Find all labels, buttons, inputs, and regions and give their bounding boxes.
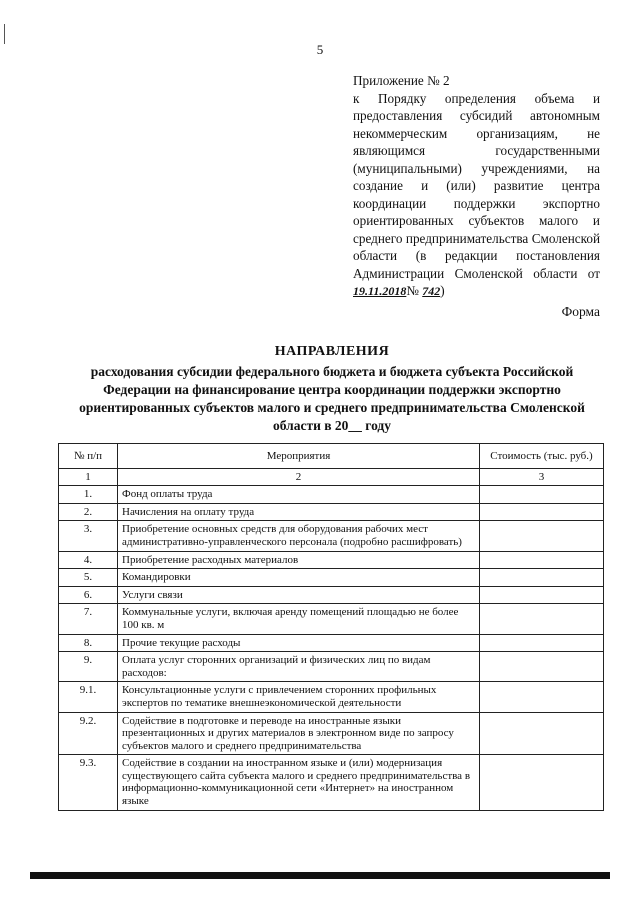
row-activity: Начисления на оплату труда [118,503,480,521]
table-row [59,682,604,712]
row-number: 5. [59,569,118,587]
row-activity: Содействие в подготовке и переводе на иностранные языки презентационных и других материалов в электронном виде по запросу субъектов малого и среднего предпринимательства [118,712,480,755]
table-row [59,755,604,810]
row-activity: Оплата услуг сторонних организаций и физических лиц по видам расходов: [118,652,480,682]
table-row [59,486,604,504]
row-number: 3. [59,521,118,551]
row-activity: Консультационные услуги с привлечением сторонних профильных экспертов по тематике внешнеэкономической деятельности [118,682,480,712]
header-cost: Стоимость (тыс. руб.) [480,444,604,469]
row-activity: Фонд оплаты труда [118,486,480,504]
table-row [59,551,604,569]
row-number: 6. [59,586,118,604]
table-row [59,521,604,551]
row-cost [480,503,604,521]
appendix-block [353,72,600,301]
title-subtitle: расходования субсидии федерального бюджета и бюджета субъекта Российской Федерации на финансирование центра координации поддержки экспортно ориентированных субъектов малого и среднего предпринимательства Смоленской области в 20__ году [79,364,585,433]
row-cost [480,521,604,551]
row-cost [480,569,604,587]
col-num-3: 3 [480,468,604,486]
scan-footer-bar [30,872,610,879]
row-activity: Приобретение основных средств для оборудования рабочих мест административно-управленческого персонала (подробно расшифровать) [118,521,480,551]
appendix-description: к Порядку определения объема и предоставления субсидий автономным некоммерческим организациям, не являющимся государственными (муниципальными) учреждениями, на создание и (или) развитие центра координации поддержки экспортно ориентированных субъектов малого и среднего предпринимательства Смоленской области (в редакции постановления Администрации Смоленской области от [353,90,600,281]
appendix-text [353,90,600,301]
row-activity: Коммунальные услуги, включая аренду помещений площадью не более 100 кв. м [118,604,480,634]
document-title [58,343,606,435]
form-label: Форма [561,304,600,319]
row-cost [480,682,604,712]
row-number: 9.2. [59,712,118,755]
scan-edge-mark [4,24,5,44]
table-row [59,586,604,604]
page-number: 5 [316,42,324,57]
row-number: 4. [59,551,118,569]
row-cost [480,486,604,504]
table-row [59,652,604,682]
table-row [59,634,604,652]
row-number: 7. [59,604,118,634]
row-number: 9.1. [59,682,118,712]
row-activity: Приобретение расходных материалов [118,551,480,569]
row-cost [480,604,604,634]
table-header-row [59,444,604,469]
row-cost [480,652,604,682]
col-num-2: 2 [118,468,480,486]
row-activity: Прочие текущие расходы [118,634,480,652]
row-activity: Командировки [118,569,480,587]
table-row [59,569,604,587]
header-num: № п/п [59,444,118,469]
appendix-heading: Приложение № 2 [353,73,450,88]
row-activity: Услуги связи [118,586,480,604]
row-number: 2. [59,503,118,521]
row-cost [480,755,604,810]
table-row [59,604,604,634]
column-number-row [59,468,604,486]
handwritten-doc-number: 742 [422,284,441,298]
table-row [59,503,604,521]
table-row [59,712,604,755]
row-number: 9. [59,652,118,682]
header-activities: Мероприятия [118,444,480,469]
row-cost [480,551,604,569]
expense-table [58,443,604,811]
row-number: 9.3. [59,755,118,810]
row-cost [480,634,604,652]
handwritten-date: 19.11.2018 [353,284,407,298]
row-number: 8. [59,634,118,652]
row-activity: Содействие в создании на иностранном языке и (или) модернизация существующего сайта субъекта малого и среднего предпринимательства в информационно-коммуникационной сети «Интернет» на иностранном языке [118,755,480,810]
row-cost [480,712,604,755]
col-num-1: 1 [59,468,118,486]
row-cost [480,586,604,604]
closing-paren: ) [440,283,445,298]
title-main: НАПРАВЛЕНИЯ [274,344,390,359]
row-number: 1. [59,486,118,504]
number-sign: № [406,283,419,298]
